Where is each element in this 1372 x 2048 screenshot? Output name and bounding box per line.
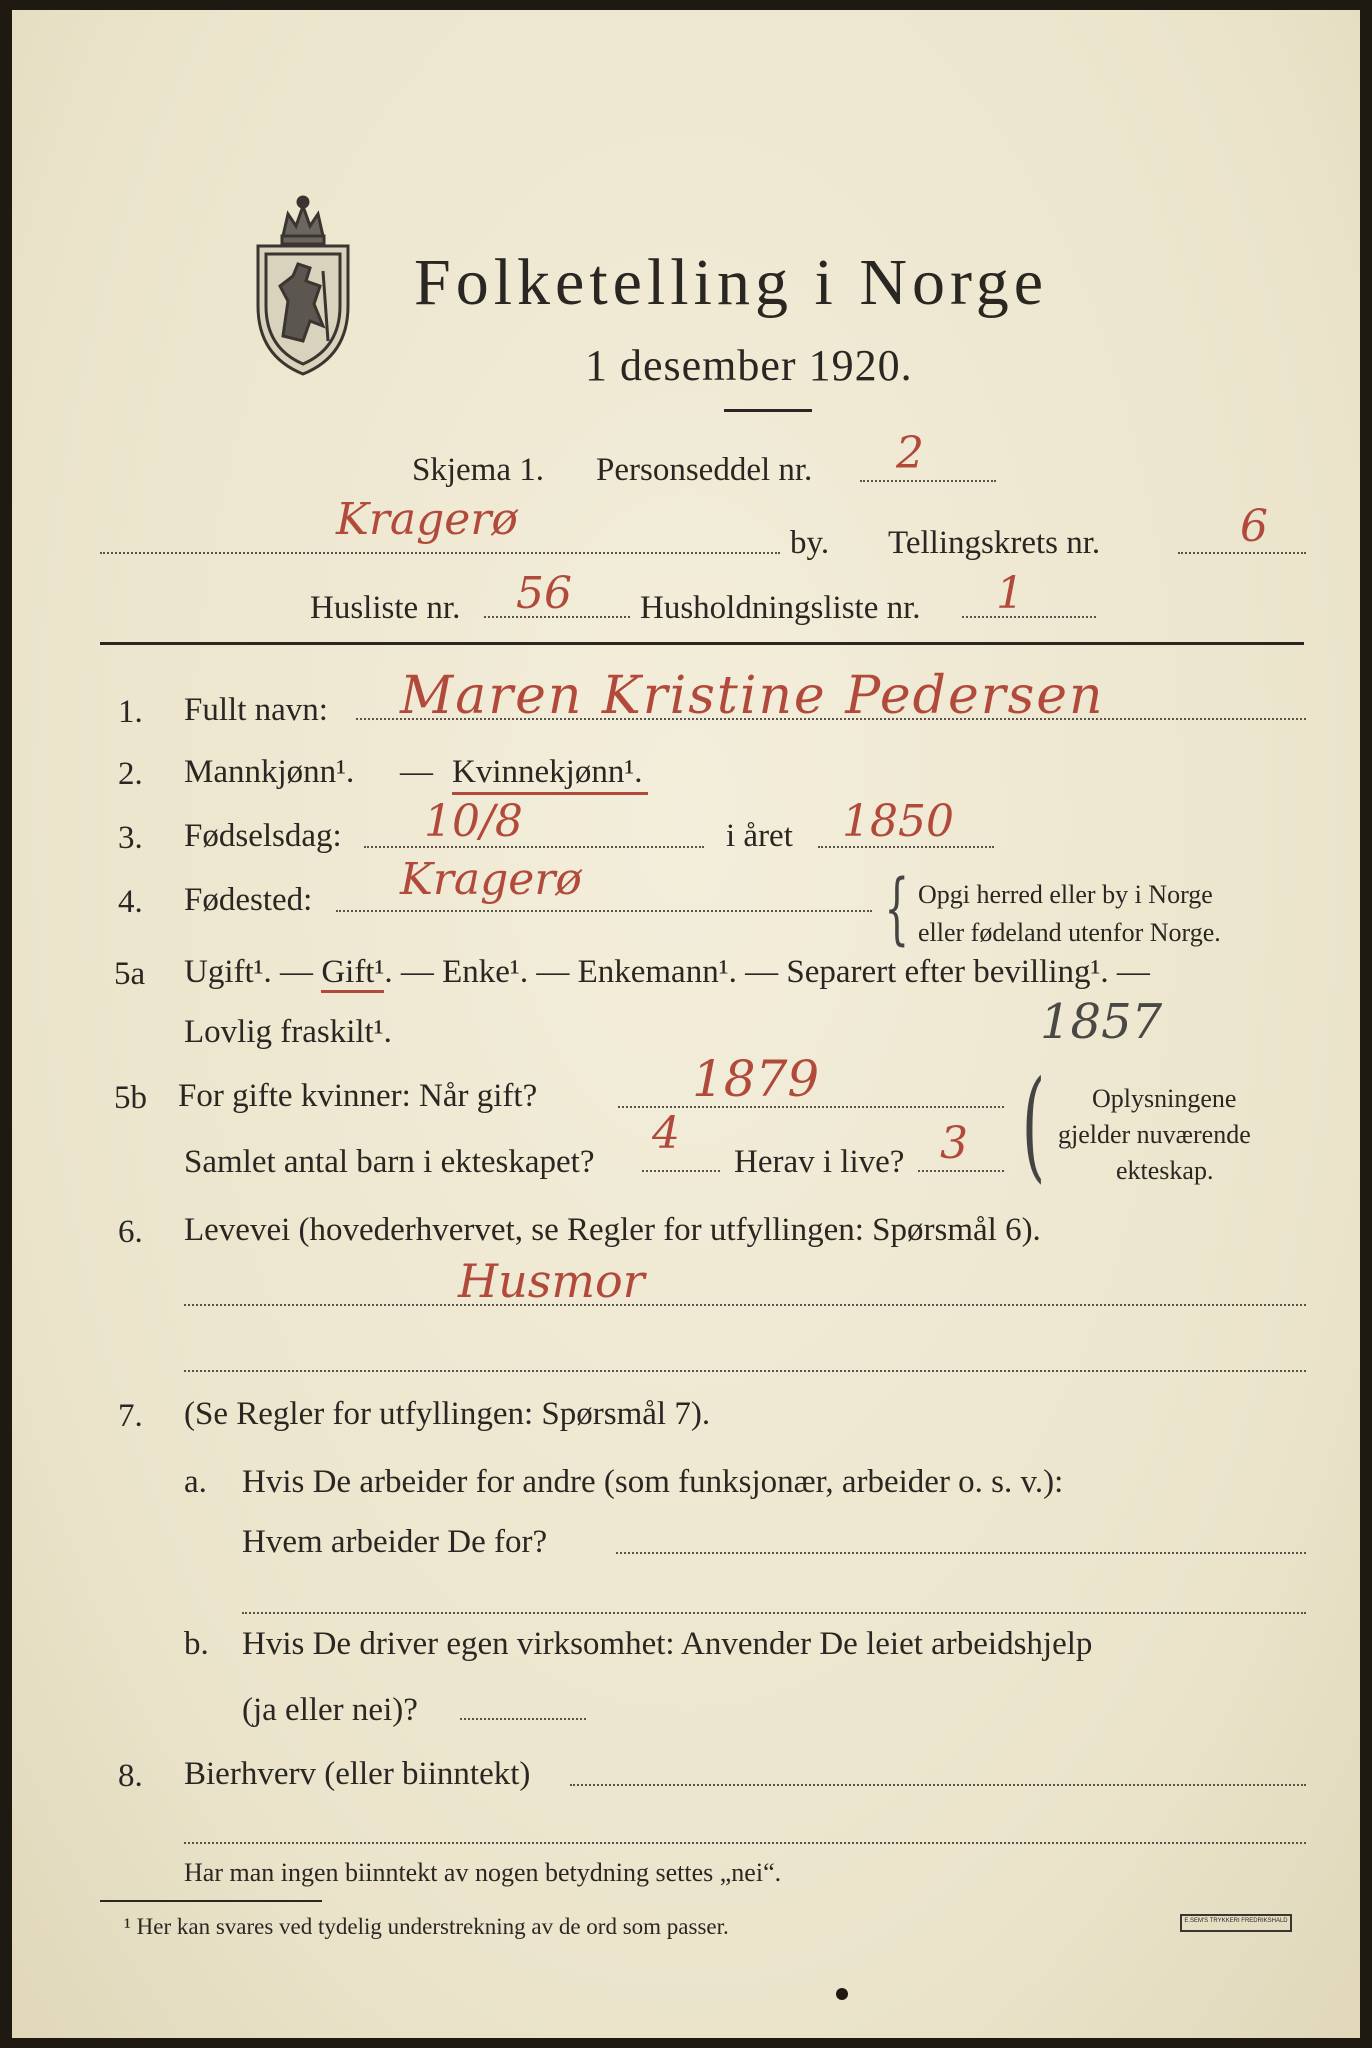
q5b-note-line1: Oplysningene <box>1092 1084 1237 1113</box>
by-line <box>100 552 780 554</box>
q7a-letter: a. <box>184 1464 207 1500</box>
q7b-line1: Hvis De driver egen virksomhet: Anvender De leiet arbeidshjelp <box>242 1626 1093 1662</box>
biinntekt-note: Har man ingen biinntekt av nogen betydning settes „nei“. <box>184 1858 782 1887</box>
q4-label: Fødested: <box>184 882 313 918</box>
personseddel-value[interactable]: 2 <box>896 428 924 479</box>
q5b-children-value[interactable]: 4 <box>652 1108 680 1159</box>
by-value[interactable]: Kragerø <box>336 494 518 545</box>
q5b-children-line <box>642 1170 720 1172</box>
q4-note-line2: eller fødeland utenfor Norge. <box>918 918 1221 947</box>
skjema-label: Skjema 1. <box>412 452 544 488</box>
q7b-line2: (ja eller nei)? <box>242 1692 418 1728</box>
q2-kvinnekjonn[interactable]: Kvinnekjønn¹. <box>452 754 643 790</box>
scan-edge-bottom <box>0 2038 1372 2048</box>
tellingskrets-line <box>1178 552 1306 554</box>
q7a-line1: Hvis De arbeider for andre (som funksjonær, arbeider o. s. v.): <box>242 1464 1064 1500</box>
scan-edge-top <box>0 0 1372 10</box>
q5b-alive-value[interactable]: 3 <box>940 1118 968 1169</box>
q4-number: 4. <box>118 884 143 920</box>
by-label: by. <box>790 525 830 561</box>
q6-occupation-value[interactable]: Husmor <box>458 1254 645 1308</box>
q7a-answer-line[interactable] <box>616 1552 1306 1554</box>
husliste-label: Husliste nr. <box>310 590 461 626</box>
norway-coat-of-arms-icon <box>248 176 358 376</box>
q6-label: Levevei (hovederhvervet, se Regler for utfyllingen: Spørsmål 6). <box>184 1212 1041 1248</box>
header-rule <box>100 642 1304 645</box>
q2-separator: — <box>400 754 433 790</box>
husholdningsliste-value[interactable]: 1 <box>996 568 1024 619</box>
q7a-line2: Hvem arbeider De for? <box>242 1524 548 1560</box>
q1-number: 1. <box>118 694 143 730</box>
q4-brace: { <box>884 864 910 954</box>
q8-answer-line[interactable] <box>570 1784 1306 1786</box>
q3-number: 3. <box>118 820 143 856</box>
personseddel-label: Personseddel nr. <box>596 452 813 488</box>
q1-label: Fullt navn: <box>184 692 328 728</box>
footnote-rule <box>100 1900 322 1902</box>
q7a-answer-line-2[interactable] <box>242 1612 1306 1614</box>
scan-edge-left <box>0 0 12 2048</box>
husholdningsliste-line <box>962 616 1096 618</box>
scan-edge-right <box>1360 0 1372 2048</box>
q7b-answer-line[interactable] <box>460 1718 586 1720</box>
personseddel-line <box>860 480 996 482</box>
q5a-pencil-note: 1857 <box>1040 994 1163 1050</box>
q2-number: 2. <box>118 756 143 792</box>
q3-label: Fødselsdag: <box>184 818 342 854</box>
q4-note-line1: Opgi herred eller by i Norge <box>918 880 1213 909</box>
q5b-alive-line <box>918 1170 1004 1172</box>
footnote: ¹ Her kan svares ved tydelig understrekning av de ord som passer. <box>124 1914 729 1939</box>
q6-line-2 <box>184 1370 1306 1372</box>
q1-value-full-name[interactable]: Maren Kristine Pedersen <box>400 666 1105 726</box>
q5b-label-children: Samlet antal barn i ekteskapet? <box>184 1144 595 1180</box>
title-divider <box>724 409 812 412</box>
tellingskrets-label: Tellingskrets nr. <box>888 525 1101 561</box>
q6-line-1 <box>184 1304 1306 1306</box>
q6-number: 6. <box>118 1214 143 1250</box>
q5b-label-married: For gifte kvinner: Når gift? <box>178 1078 538 1114</box>
q5a-ugift[interactable]: Ugift¹. — <box>184 954 322 990</box>
q8-label: Bierhverv (eller biinntekt) <box>184 1756 531 1792</box>
q5b-note-line2: gjelder nuværende <box>1058 1120 1251 1149</box>
q5a-marital-options <box>184 956 1150 989</box>
q5b-label-alive: Herav i live? <box>734 1144 905 1180</box>
q5a-gift[interactable]: Gift¹ <box>321 954 384 993</box>
q5b-number: 5b <box>114 1080 147 1116</box>
q2-kvinnekjonn-underline <box>452 792 648 795</box>
tellingskrets-value[interactable]: 6 <box>1240 501 1268 552</box>
husholdningsliste-label: Husholdningsliste nr. <box>640 590 921 626</box>
q5b-brace: ( <box>1021 1056 1046 1195</box>
q4-birthplace-value[interactable]: Kragerø <box>400 854 582 905</box>
q2-mannkjonn[interactable]: Mannkjønn¹. <box>184 754 355 790</box>
q5a-number: 5a <box>114 956 146 992</box>
q5a-lovlig-fraskilt[interactable]: Lovlig fraskilt¹. <box>184 1014 392 1050</box>
q7-label: (Se Regler for utfyllingen: Spørsmål 7). <box>184 1396 711 1432</box>
q3-year-label: i året <box>726 818 793 854</box>
q3-birthdate-value[interactable]: 10/8 <box>424 796 523 847</box>
ink-dot <box>836 1988 848 2000</box>
husliste-value[interactable]: 56 <box>516 568 572 619</box>
q5a-other-options[interactable]: . — Enke¹. — Enkemann¹. — Separert efter bevilling¹. — <box>384 954 1150 990</box>
q8-number: 8. <box>118 1758 143 1794</box>
q5b-married-year-value[interactable]: 1879 <box>692 1050 820 1108</box>
form-title: Folketelling i Norge <box>414 246 1049 319</box>
q3-date-line <box>364 846 704 848</box>
q7b-letter: b. <box>184 1626 209 1662</box>
q4-line <box>336 910 872 912</box>
form-date: 1 desember 1920. <box>585 341 913 390</box>
q5b-note-line3: ekteskap. <box>1116 1156 1214 1185</box>
q8-answer-line-2[interactable] <box>184 1842 1306 1844</box>
q7-number: 7. <box>118 1398 143 1434</box>
q3-birthyear-value[interactable]: 1850 <box>842 796 954 847</box>
printer-stamp: E.SEM'S TRYKKERI FREDRIKSHALD <box>1180 1914 1292 1932</box>
